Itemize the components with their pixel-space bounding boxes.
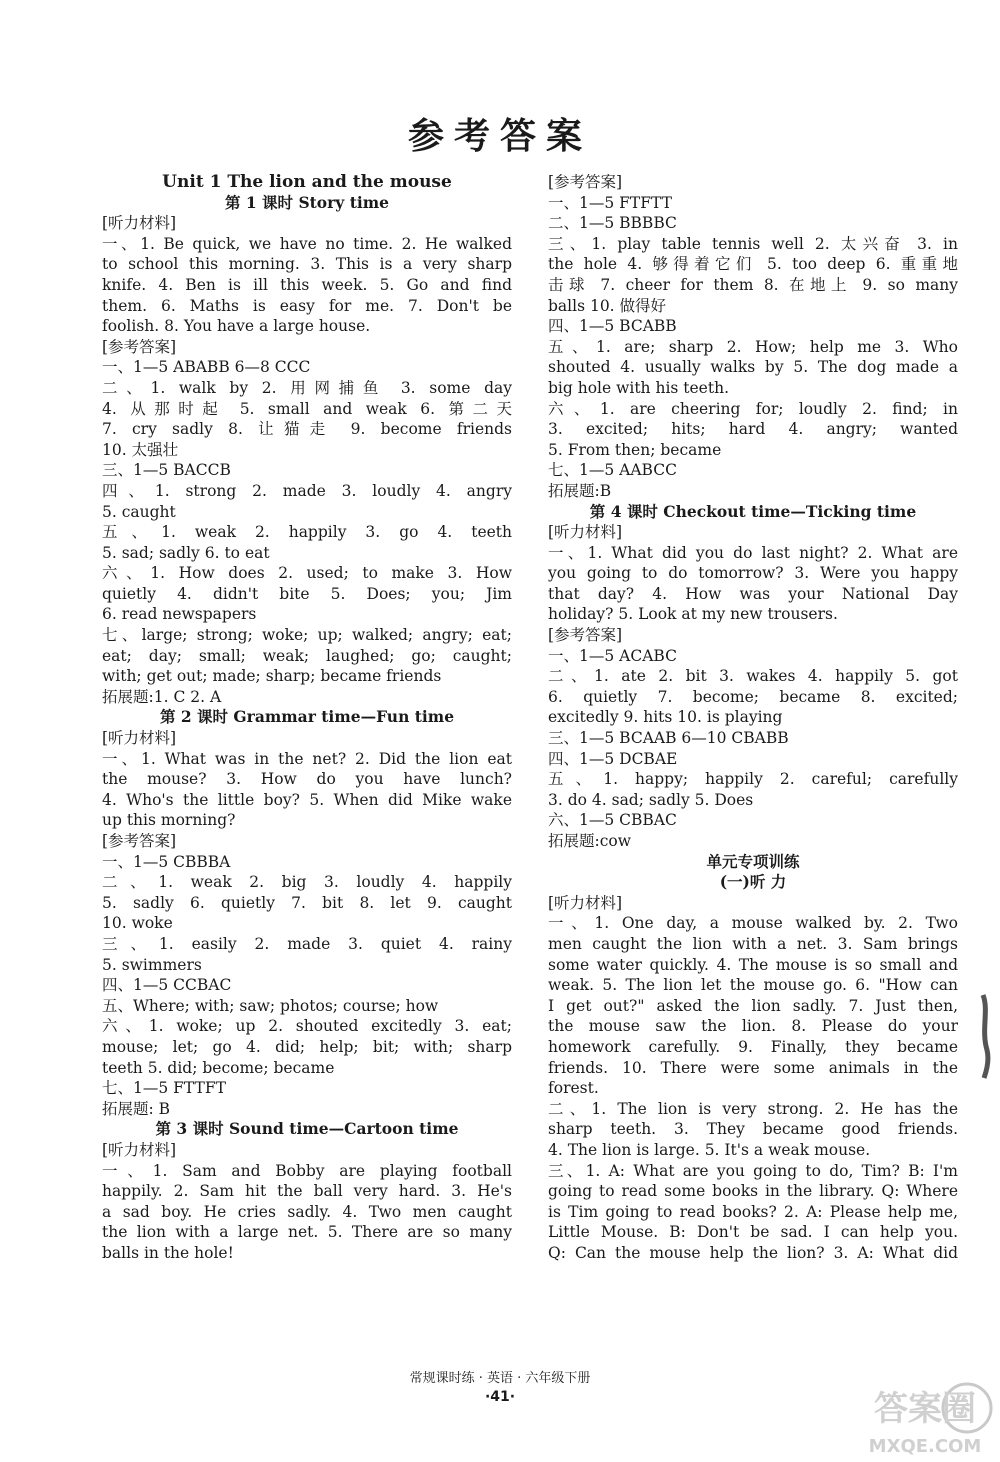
text-line: going to read some books in the library. Q: Where [548, 1182, 958, 1201]
text-line: shouted 4. usually walks by 5. The dog made a [548, 358, 958, 377]
text-line: 6. quietly 7. become; became 8. excited; [548, 687, 958, 706]
text-line: [参考答案] [102, 832, 177, 850]
watermark-text: 答案圈 [874, 1389, 976, 1429]
text-line: the mouse saw the lion. 8. Please do your [548, 1017, 958, 1036]
text-line: quietly 4. didn't bite 5. Does; you; Jim [102, 584, 512, 603]
text-line: 二、1. weak 2. big 3. loudly 4. happily [102, 873, 512, 892]
text-line: 拓展题:B [548, 481, 612, 500]
text-line: 一、1—5 FTFTT [548, 193, 672, 212]
text-line: Q: Can the mouse help the lion? 3. A: What did [548, 1243, 958, 1262]
text-line: 五、1. weak 2. happily 3. go 4. teeth [102, 523, 512, 542]
text-line: to school this morning. 3. This is a very sharp [102, 255, 512, 274]
text-line: balls 10. 做得好 [548, 296, 667, 315]
text-line: [听力材料] [102, 214, 177, 233]
text-line: [听力材料] [548, 523, 623, 542]
text-line: balls in the hole! [102, 1243, 234, 1262]
text-line: 一、1. Sam and Bobby are playing football [102, 1161, 512, 1180]
text-line: forest. [548, 1079, 599, 1098]
text-line: is Tim going to read books? 2. A: Please help me, [548, 1202, 958, 1221]
text-line: 一、1—5 ACABC [548, 646, 677, 665]
text-line: 3. do 4. sad; sadly 5. Does [548, 790, 754, 809]
text-line: 七、1—5 AABCC [548, 461, 677, 480]
text-line: the mouse? 3. How do you have lunch? [102, 770, 512, 789]
text-line: 五、1. are; sharp 2. How; help me 3. Who [548, 337, 958, 356]
text-line: 四、1—5 BCABB [548, 317, 677, 336]
text-line: a sad boy. He cries sadly. 4. Two men caught [102, 1202, 512, 1221]
text-line: excitedly 9. hits 10. is playing [548, 708, 783, 727]
text-line: I get out?" asked the lion sadly. 7. Just then, [548, 996, 958, 1015]
text-line: 一、1. One day, a mouse walked by. 2. Two [548, 914, 958, 933]
text-line: 6. read newspapers [102, 605, 257, 624]
text-line: 拓展题: B [102, 1099, 171, 1118]
page-number: ·41· [484, 1389, 516, 1405]
text-line: you going to do tomorrow? 3. Were you happy [548, 564, 958, 583]
text-line: that day? 4. How was your National Day [548, 584, 958, 603]
watermark-logo-icon [855, 1378, 995, 1458]
text-line: [听力材料] [102, 729, 177, 748]
text-line: big hole with his teeth. [548, 378, 729, 397]
text-line: [听力材料] [102, 1140, 177, 1159]
text-line: men caught the lion with a net. 3. Sam brings [548, 934, 958, 953]
text-line: knife. 4. Ben is ill this week. 5. Go and find [102, 275, 512, 294]
text-line: 六、1—5 CBBAC [548, 811, 677, 830]
text-line: 二、1. walk by 2. 用网捕鱼 3. some day [102, 378, 512, 397]
text-line: 三、1. A: What are you going to do, Tim? B: I'm [548, 1161, 958, 1180]
text-line: 10. 太强壮 [102, 440, 179, 459]
text-line: 二、1. The lion is very strong. 2. He has the [548, 1099, 958, 1118]
text-line: 五、1. happy; happily 2. careful; carefully [548, 770, 958, 789]
text-line: 一、1. What did you do last night? 2. What are [548, 543, 958, 562]
text-line: [参考答案] [548, 173, 623, 191]
text-line: 三、1. easily 2. made 3. quiet 4. rainy [102, 934, 512, 953]
text-line: [听力材料] [548, 893, 623, 912]
page-footer [0, 1370, 1000, 1406]
text-line: friends. 10. There were some animals in the [548, 1058, 958, 1077]
text-line: 5. From then; became [548, 440, 722, 459]
text-line: 三、1. play table tennis well 2. 太兴奋 3. in [548, 234, 958, 253]
text-line: foolish. 8. You have a large house. [102, 317, 371, 336]
text-line: 三、1—5 BACCB [102, 461, 231, 480]
text-line: 六、1. How does 2. used; to make 3. How [102, 564, 512, 583]
text-line: 六、1. woke; up 2. shouted excitedly 3. eat; [102, 1017, 512, 1036]
text-line: 一、1. What was in the net? 2. Did the lion eat [102, 749, 512, 768]
text-line: with; get out; made; sharp; became friends [102, 667, 442, 686]
left-column [102, 172, 512, 1263]
text-line: holiday? 5. Look at my new trousers. [548, 605, 838, 624]
text-line: 5. caught [102, 502, 176, 521]
section-heading: 第 4 课时 Checkout time—Ticking time [589, 501, 917, 521]
text-line: the hole 4. 够得着它们 5. too deep 6. 重重地 [548, 255, 958, 274]
text-line: 二、1. ate 2. bit 3. wakes 4. happily 5. got [548, 667, 958, 686]
text-line: 5. sadly 6. quietly 7. bit 8. let 9. caught [102, 893, 512, 912]
text-line: teeth 5. did; become; became [102, 1058, 335, 1077]
text-line: 四、1. strong 2. made 3. loudly 4. angry [102, 481, 512, 500]
text-line: homework carefully. 9. Finally, they became [548, 1037, 958, 1056]
section-heading: (一)听 力 [719, 872, 787, 892]
text-line: 10. woke [102, 914, 173, 933]
text-line: happily. 2. Sam hit the ball very hard. 3. He's [102, 1182, 512, 1201]
text-line: 3. excited; hits; hard 4. angry; wanted [548, 420, 958, 439]
text-line: 一、1—5 CBBBA [102, 852, 231, 871]
scan-mark [975, 990, 1000, 1080]
text-line: the lion with a large net. 5. There are so many [102, 1223, 512, 1242]
text-line: 七、large; strong; woke; up; walked; angry; eat; [102, 626, 512, 645]
text-line: 4. The lion is large. 5. It's a weak mouse. [548, 1140, 871, 1159]
watermark-url: MXQE.COM [868, 1436, 982, 1457]
text-line: 七、1—5 FTTFT [102, 1079, 226, 1098]
text-line: 二、1—5 BBBBC [548, 214, 677, 233]
page-title: 参考答案 [407, 116, 592, 157]
section-heading: Unit 1 The lion and the mouse [162, 172, 452, 192]
section-heading: 第 2 课时 Grammar time—Fun time [159, 707, 455, 727]
text-line: some water quickly. 4. The mouse is so small and [548, 955, 958, 974]
text-line: up this morning? [102, 811, 236, 830]
text-line: 5. sad; sadly 6. to eat [102, 543, 270, 562]
text-line: 四、1—5 DCBAE [548, 749, 678, 768]
text-line: 5. swimmers [102, 955, 202, 974]
text-line: sharp teeth. 3. They became good friends. [548, 1120, 958, 1139]
text-line: [参考答案] [548, 626, 623, 645]
text-line: 一、1—5 ABABB 6—8 CCC [102, 358, 311, 377]
text-line: 4. 从那时起 5. small and weak 6. 第二天 [102, 399, 512, 418]
section-heading: 单元专项训练 [706, 851, 800, 871]
text-line: 四、1—5 CCBAC [102, 976, 232, 995]
text-line: 六、1. are cheering for; loudly 2. find; in [548, 399, 958, 418]
text-line: [参考答案] [102, 337, 177, 356]
text-line: 7. cry sadly 8. 让猫走 9. become friends [102, 420, 512, 439]
section-heading: 第 3 课时 Sound time—Cartoon time [155, 1119, 459, 1139]
text-line: 拓展题:cow [548, 832, 632, 850]
section-heading: 第 1 课时 Story time [224, 192, 390, 212]
right-column [548, 172, 958, 1263]
text-line: 五、Where; with; saw; photos; course; how [102, 996, 439, 1015]
text-line: Little Mouse. B: Don't be sad. I can help you. [548, 1223, 958, 1242]
text-line: 4. Who's the little boy? 5. When did Mike wake [102, 790, 512, 809]
text-line: them. 6. Maths is easy for me. 7. Don't be [102, 296, 512, 315]
footer-series: 常规课时练 · 英语 · 六年级下册 [409, 1371, 591, 1386]
watermark [855, 1378, 995, 1458]
text-line: mouse; let; go 4. did; help; bit; with; sharp [102, 1037, 512, 1056]
text-line: 拓展题:1. C 2. A [102, 687, 222, 706]
text-line: weak. 5. The lion let the mouse go. 6. "How can [548, 976, 958, 995]
text-line: 三、1—5 BCAAB 6—10 CBABB [548, 729, 789, 748]
text-line: 一、1. Be quick, we have no time. 2. He walked [102, 234, 512, 253]
text-line: 击球 7. cheer for them 8. 在地上 9. so many [548, 275, 958, 294]
text-line: eat; day; small; weak; laughed; go; caught; [102, 646, 512, 665]
